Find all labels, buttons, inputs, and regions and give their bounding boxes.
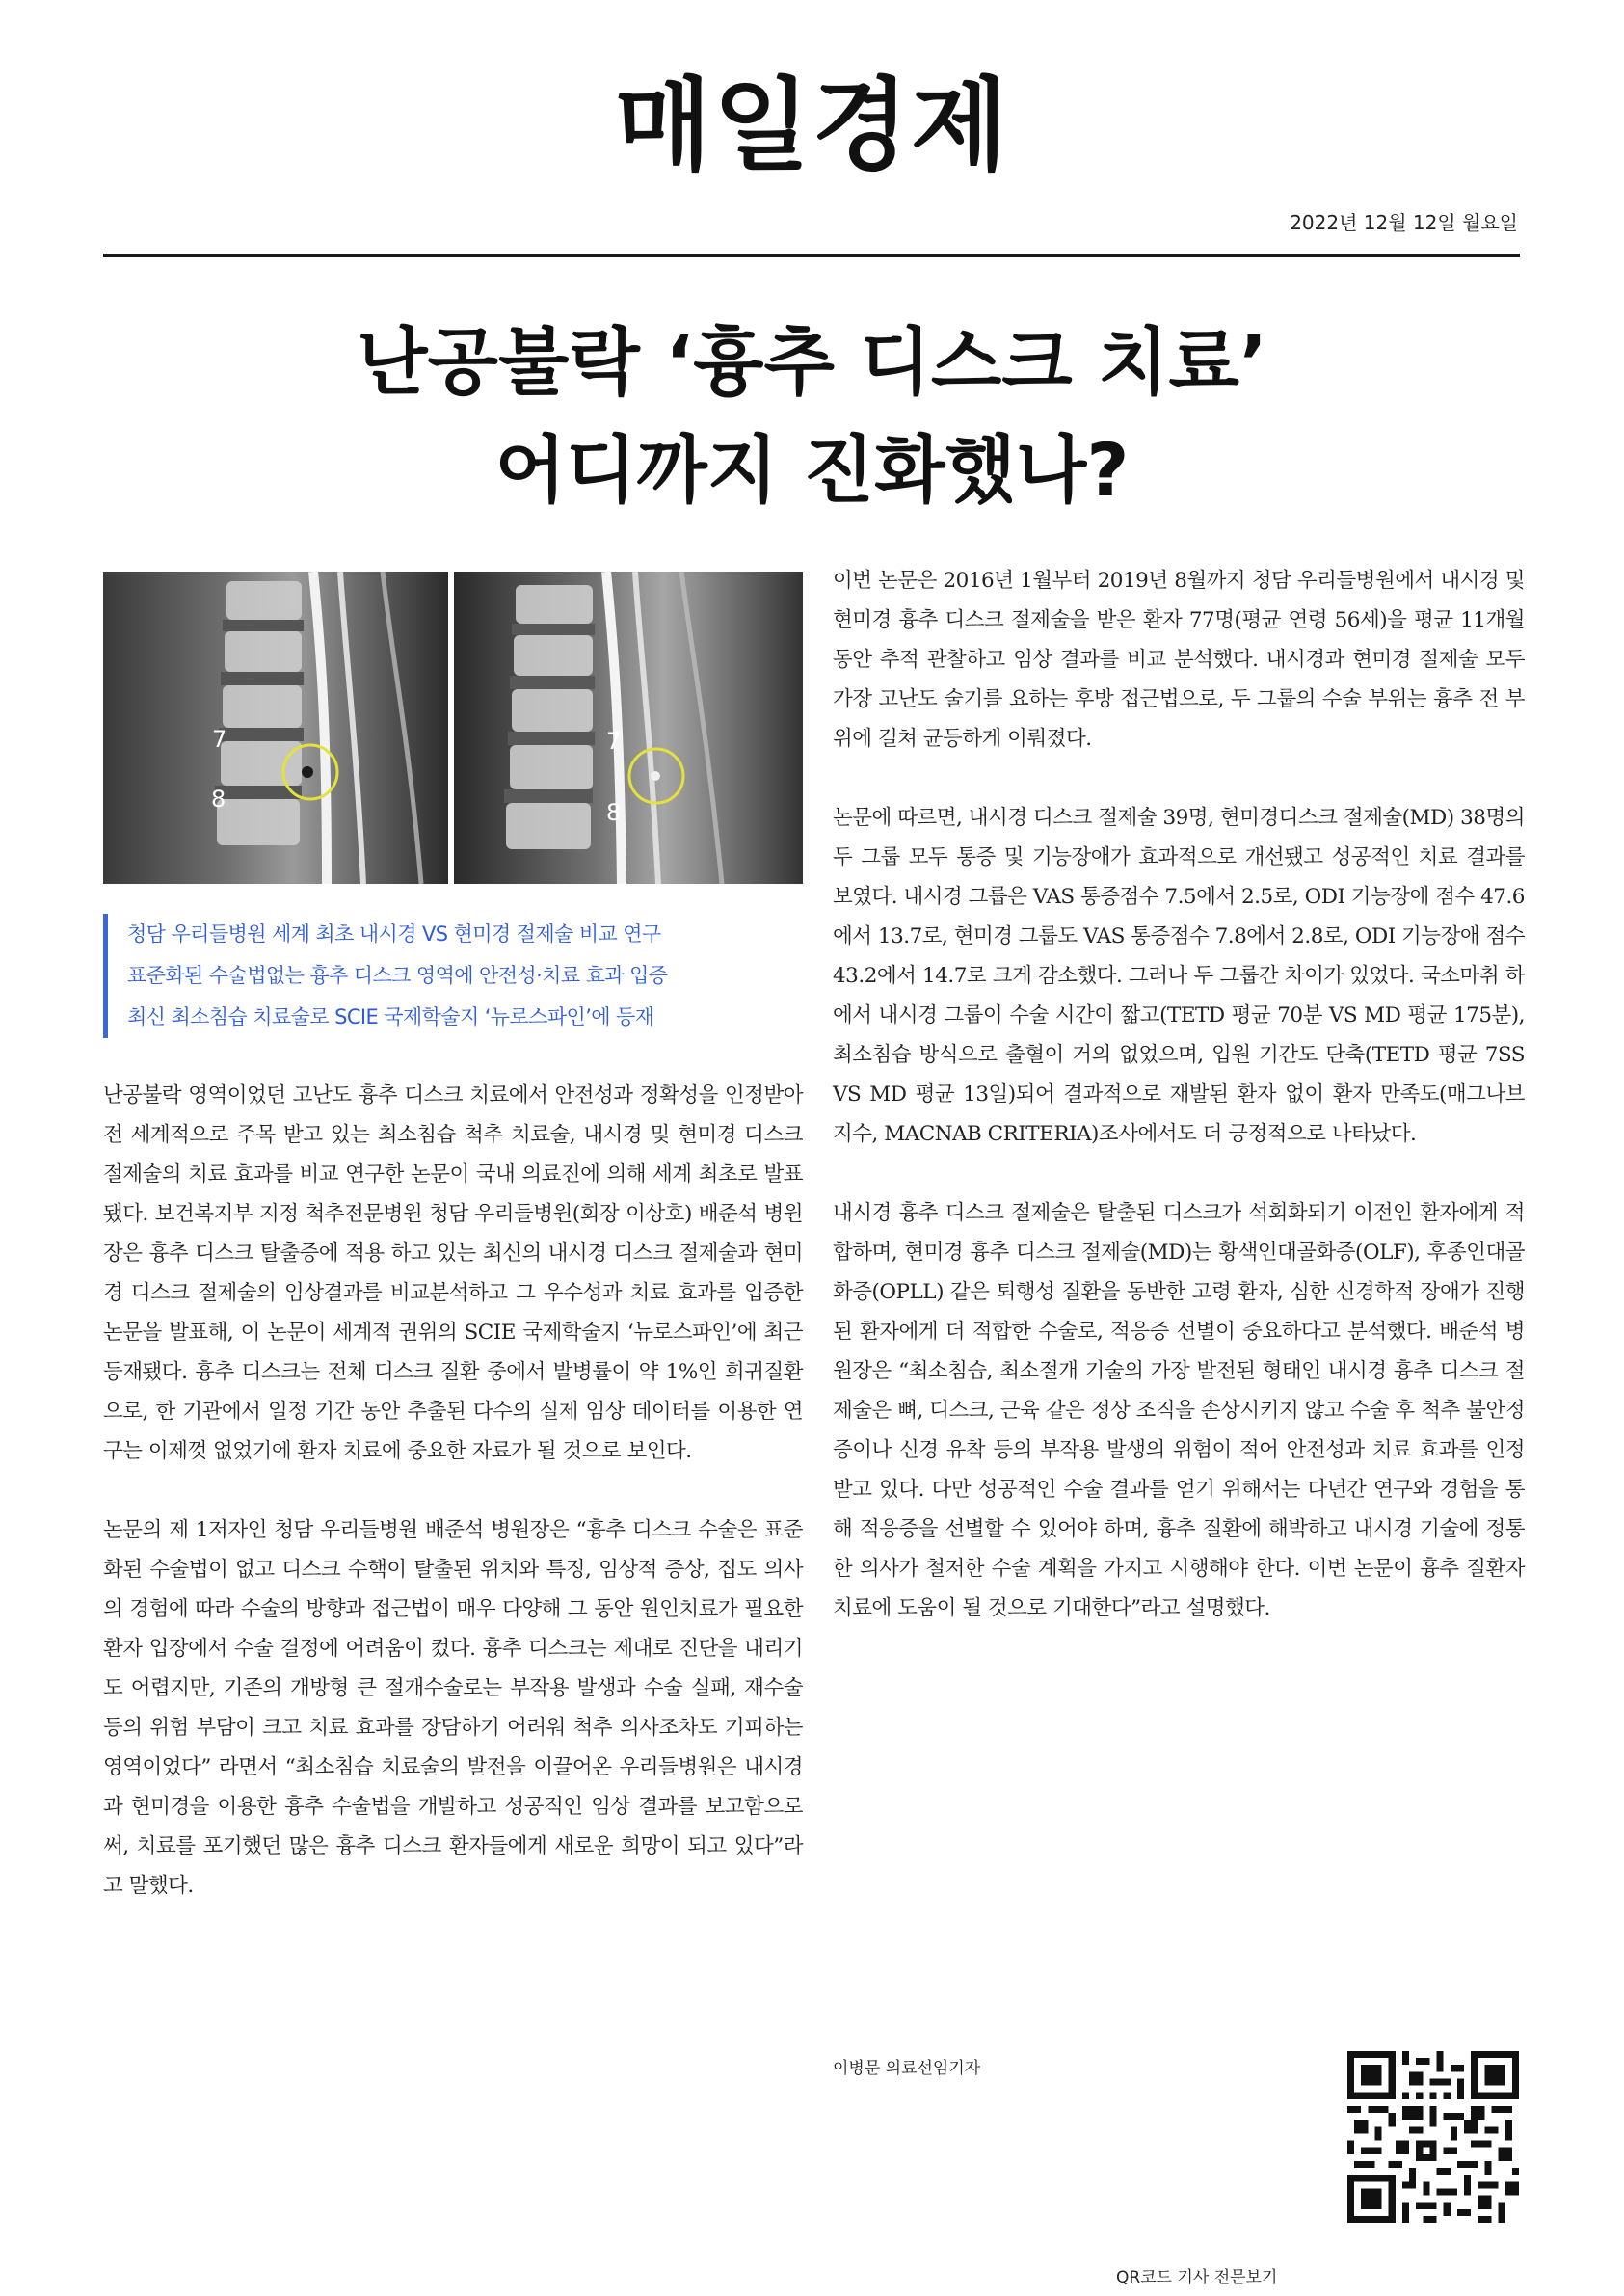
paragraph: 난공불락 영역이었던 고난도 흉추 디스크 치료에서 안전성과 정확성을 인정받아 전 세계적으로 주목 받고 있는 최소침습 척추 치료술, 내시경 및 현미경 디스크 절제술의 치료 효과를 비교 연구한 논문이 국내 의료진에 의해 세계 최초로 발표됐다. 보건복지부 지정 척추전문병원 청담 우리들병원(회장 이상호) 배준석 병원장은 흉추 디스크 탈출증에 적용 하고 있는 최신의 내시경 디스크 절제술과 현미경 디스크 절제술의 임상결과를 비교분석하고 그 우수성과 치료 효과를 입증한 논문을 발표해, 이 논문이 세계적 권위의 SCIE 국제학술지 ‘뉴로스파인’에 최근 등재됐다. 흉추 디스크는 전체 디스크 질환 중에서 발병률이 약 1%인 희귀질환으로, 한 기관에서 일정 기간 동안 추출된 다수의 실제 임상 데이터를 이용한 연구는 이제껏 없었기에 환자 치료에 중요한 자료가 될 것으로 보인다.: [103, 1083, 803, 1463]
subheadline-1: 청담 우리들병원 세계 최초 내시경 VS 현미경 절제술 비교 연구: [127, 922, 661, 946]
masthead-title: 매일경제: [614, 67, 1010, 184]
issue-date: 2022년 12월 12일 월요일: [1290, 211, 1518, 234]
vertebra-label-8-right: 8: [606, 799, 622, 826]
article-column-left: [103, 1076, 803, 1906]
vertebra-label-7-right: 7: [606, 728, 622, 755]
byline: 이병문 의료선임기자: [833, 2059, 981, 2078]
subheadline-2: 표준화된 수술법없는 흉추 디스크 영역에 안전성·치료 효과 입증: [127, 964, 668, 987]
paragraph: 내시경 흉추 디스크 절제술은 탈출된 디스크가 석회화되기 이전인 환자에게 적합하며, 현미경 흉추 디스크 절제술(MD)는 황색인대골화증(OLF), 후종인대골화증(OPLL) 같은 퇴행성 질환을 동반한 고령 환자, 심한 신경학적 장애가 진행된 환자에게 더 적합한 수술로, 적응증 선별이 중요하다고 분석했다. 배준석 병원장은 “최소침습, 최소절개 기술의 가장 발전된 형태인 내시경 흉추 디스크 절제술은 뼈, 디스크, 근육 같은 정상 조직을 손상시키지 않고 수술 후 척추 불안정증이나 신경 유착 등의 부작용 발생의 위험이 적어 안전성과 치료 효과를 인정받고 있다. 다만 성공적인 수술 결과를 얻기 위해서는 다년간 연구와 경험을 통해 적응증을 선별할 수 있어야 하며, 흉추 질환에 해박하고 내시경 기술에 정통한 의사가 철저한 수술 계획을 가지고 시행해야 한다. 이번 논문이 흉추 질환자 치료에 도움이 될 것으로 기대한다”라고 설명했다.: [833, 1201, 1525, 1620]
vertebra-label-8: 8: [211, 786, 226, 813]
paragraph: 이번 논문은 2016년 1월부터 2019년 8월까지 청담 우리들병원에서 내시경 및 현미경 흉추 디스크 절제술을 받은 환자 77명(평균 연령 56세)을 평균 11개월 동안 추적 관찰하고 임상 결과를 비교 분석했다. 내시경과 현미경 절제술 모두 가장 고난도 술기를 요하는 후방 접근법으로, 두 그룹의 수술 부위는 흉추 전 부위에 걸쳐 균등하게 이뤄졌다.: [833, 569, 1525, 751]
headline-line-1: 난공불락 ‘흉추 디스크 치료’: [357, 319, 1267, 405]
subheadlines: [103, 914, 803, 1038]
article-column-right: [833, 561, 1525, 1628]
qr-caption: QR코드 기사 전문보기: [1116, 2268, 1278, 2287]
paragraph: 논문의 제 1저자인 청담 우리들병원 배준석 병원장은 “흉추 디스크 수술은 표준화된 수술법이 없고 디스크 수핵이 탈출된 위치와 특징, 임상적 증상, 집도 의사의 경험에 따라 수술의 방향과 접근법이 매우 다양해 그 동안 원인치료가 필요한 환자 입장에서 수술 결정에 어려움이 컸다. 흉추 디스크는 제대로 진단을 내리기도 어렵지만, 기존의 개방형 큰 절개수술로는 부작용 발생과 수술 실패, 재수술 등의 위험 부담이 크고 치료 효과를 장담하기 어려워 척추 의사조차도 기피하는 영역이었다” 라면서 “최소침습 치료술의 발전을 이끌어온 우리들병원은 내시경과 현미경을 이용한 흉추 수술법을 개발하고 성공적인 임상 결과를 보고함으로써, 치료를 포기했던 많은 흉추 디스크 환자들에게 새로운 희망이 되고 있다”라고 말했다.: [103, 1518, 803, 1898]
mri-spine-image: [103, 572, 803, 884]
headline: [0, 308, 1624, 524]
vertebra-label-7: 7: [212, 726, 227, 753]
subheadline-3: 최신 최소침습 치료술로 SCIE 국제학술지 ‘뉴로스파인’에 등재: [127, 1005, 654, 1028]
qr-code-icon[interactable]: [1347, 2051, 1519, 2223]
masthead-divider: [103, 254, 1520, 257]
headline-line-2: 어디까지 진화했나?: [494, 427, 1130, 513]
paragraph: 논문에 따르면, 내시경 디스크 절제술 39명, 현미경디스크 절제술(MD) 38명의 두 그룹 모두 통증 및 기능장애가 효과적으로 개선됐고 성공적인 치료 결과를 보였다. 내시경 그룹은 VAS 통증점수 7.5에서 2.5로, ODI 기능장애 점수 47.6에서 13.7로, 현미경 그룹도 VAS 통증점수 7.8에서 2.8로, ODI 기능장애 점수 43.2에서 14.7로 크게 감소했다. 그러나 두 그룹간 차이가 있었다. 국소마취 하에서 내시경 그룹이 수술 시간이 짧고(TETD 평균 70분 VS MD 평균 175분), 최소침습 방식으로 출혈이 거의 없었으며, 입원 기간도 단축(TETD 평균 7SS VS MD 평균 13일)되어 결과적으로 재발된 환자 없이 환자 만족도(매그나브 지수, MACNAB CRITERIA)조사에서도 더 긍정적으로 나타났다.: [833, 806, 1525, 1146]
